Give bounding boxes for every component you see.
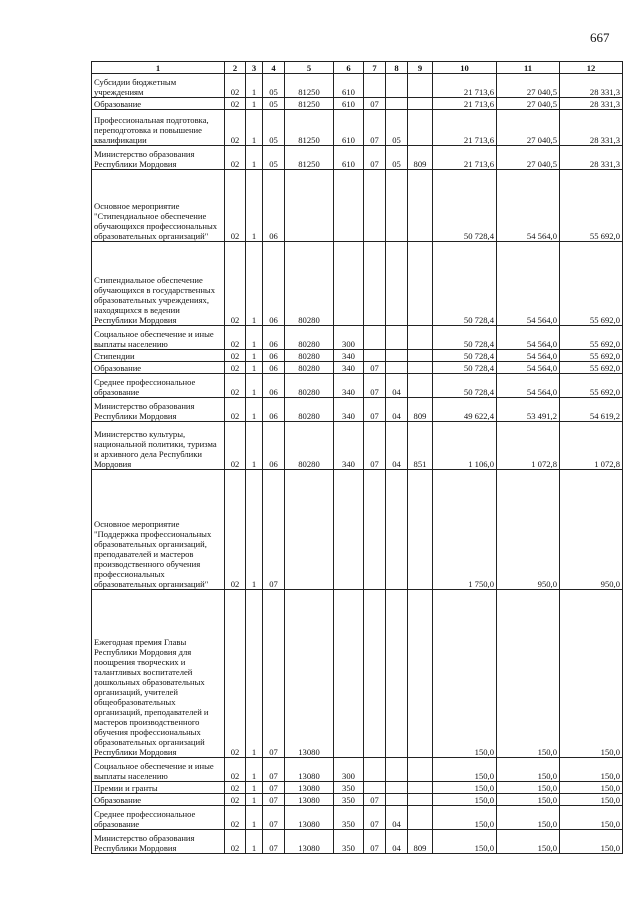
amount-cell: 50 728,4 xyxy=(433,350,497,362)
row-name-cell: Министерство культуры, национальной политики, туризма и архивного дела Республики Мордовия xyxy=(92,422,225,470)
amount-cell: 54 564,0 xyxy=(497,170,560,242)
code-cell xyxy=(386,242,408,326)
amount-cell: 50 728,4 xyxy=(433,326,497,350)
code-cell: 02 xyxy=(225,782,246,794)
code-cell: 1 xyxy=(246,590,263,758)
code-cell: 610 xyxy=(334,74,364,98)
code-cell xyxy=(408,98,433,110)
table-row xyxy=(92,398,623,422)
code-cell: 81250 xyxy=(285,74,334,98)
code-cell: 07 xyxy=(263,794,285,806)
amount-cell: 1 072,8 xyxy=(497,422,560,470)
code-cell: 06 xyxy=(263,326,285,350)
code-cell xyxy=(386,794,408,806)
budget-table xyxy=(91,61,623,854)
row-name-cell: Среднее профессиональное образование xyxy=(92,374,225,398)
code-cell: 07 xyxy=(364,398,386,422)
column-header: 4 xyxy=(263,62,285,74)
code-cell: 300 xyxy=(334,758,364,782)
code-cell: 1 xyxy=(246,830,263,854)
table-body xyxy=(92,62,623,854)
amount-cell: 27 040,5 xyxy=(497,110,560,146)
amount-cell: 28 331,3 xyxy=(560,146,623,170)
table-row xyxy=(92,758,623,782)
code-cell: 06 xyxy=(263,422,285,470)
column-header: 11 xyxy=(497,62,560,74)
code-cell: 02 xyxy=(225,350,246,362)
code-cell: 809 xyxy=(408,830,433,854)
code-cell xyxy=(386,74,408,98)
code-cell: 851 xyxy=(408,422,433,470)
code-cell: 04 xyxy=(386,830,408,854)
row-name-cell: Стипендии xyxy=(92,350,225,362)
amount-cell: 50 728,4 xyxy=(433,170,497,242)
amount-cell: 150,0 xyxy=(433,590,497,758)
table-row xyxy=(92,110,623,146)
code-cell: 02 xyxy=(225,806,246,830)
code-cell: 1 xyxy=(246,74,263,98)
code-cell: 05 xyxy=(386,146,408,170)
amount-cell: 150,0 xyxy=(560,590,623,758)
table-row xyxy=(92,146,623,170)
table-row xyxy=(92,170,623,242)
code-cell: 02 xyxy=(225,470,246,590)
table-row xyxy=(92,350,623,362)
code-cell: 06 xyxy=(263,170,285,242)
table-row xyxy=(92,422,623,470)
code-cell xyxy=(364,74,386,98)
code-cell: 04 xyxy=(386,398,408,422)
code-cell xyxy=(334,590,364,758)
amount-cell: 150,0 xyxy=(560,758,623,782)
code-cell: 1 xyxy=(246,110,263,146)
amount-cell: 1 106,0 xyxy=(433,422,497,470)
column-header: 8 xyxy=(386,62,408,74)
row-name-cell: Среднее профессиональное образование xyxy=(92,806,225,830)
code-cell: 80280 xyxy=(285,422,334,470)
code-cell: 02 xyxy=(225,74,246,98)
amount-cell: 150,0 xyxy=(433,830,497,854)
amount-cell: 54 619,2 xyxy=(560,398,623,422)
code-cell xyxy=(364,242,386,326)
amount-cell: 55 692,0 xyxy=(560,374,623,398)
code-cell: 04 xyxy=(386,422,408,470)
code-cell: 350 xyxy=(334,830,364,854)
code-cell xyxy=(386,362,408,374)
row-name-cell: Образование xyxy=(92,362,225,374)
amount-cell: 55 692,0 xyxy=(560,242,623,326)
column-header: 3 xyxy=(246,62,263,74)
code-cell xyxy=(408,326,433,350)
row-name-cell: Министерство образования Республики Мордовия xyxy=(92,398,225,422)
code-cell: 1 xyxy=(246,758,263,782)
amount-cell: 150,0 xyxy=(497,590,560,758)
code-cell: 02 xyxy=(225,98,246,110)
table-row xyxy=(92,326,623,350)
code-cell: 81250 xyxy=(285,110,334,146)
amount-cell: 150,0 xyxy=(497,794,560,806)
amount-cell: 150,0 xyxy=(497,758,560,782)
code-cell xyxy=(408,242,433,326)
code-cell: 80280 xyxy=(285,350,334,362)
amount-cell: 150,0 xyxy=(497,782,560,794)
column-header: 6 xyxy=(334,62,364,74)
code-cell xyxy=(408,794,433,806)
amount-cell: 21 713,6 xyxy=(433,74,497,98)
code-cell: 1 xyxy=(246,422,263,470)
table-row xyxy=(92,590,623,758)
code-cell: 05 xyxy=(263,98,285,110)
code-cell xyxy=(408,350,433,362)
code-cell: 02 xyxy=(225,362,246,374)
code-cell xyxy=(334,470,364,590)
amount-cell: 55 692,0 xyxy=(560,326,623,350)
row-name-cell: Премии и гранты xyxy=(92,782,225,794)
code-cell: 809 xyxy=(408,398,433,422)
amount-cell: 54 564,0 xyxy=(497,242,560,326)
code-cell: 02 xyxy=(225,242,246,326)
code-cell: 07 xyxy=(364,794,386,806)
code-cell: 02 xyxy=(225,146,246,170)
code-cell xyxy=(386,590,408,758)
code-cell xyxy=(334,242,364,326)
code-cell: 06 xyxy=(263,362,285,374)
code-cell xyxy=(386,782,408,794)
code-cell xyxy=(364,782,386,794)
amount-cell: 950,0 xyxy=(560,470,623,590)
amount-cell: 150,0 xyxy=(560,806,623,830)
code-cell: 1 xyxy=(246,326,263,350)
column-header: 5 xyxy=(285,62,334,74)
code-cell: 02 xyxy=(225,830,246,854)
code-cell: 13080 xyxy=(285,830,334,854)
amount-cell: 54 564,0 xyxy=(497,350,560,362)
row-name-cell: Министерство образования Республики Мордовия xyxy=(92,146,225,170)
code-cell xyxy=(364,758,386,782)
amount-cell: 150,0 xyxy=(560,794,623,806)
amount-cell: 50 728,4 xyxy=(433,374,497,398)
code-cell: 02 xyxy=(225,422,246,470)
table-row xyxy=(92,374,623,398)
code-cell: 80280 xyxy=(285,326,334,350)
code-cell: 81250 xyxy=(285,146,334,170)
table-row xyxy=(92,98,623,110)
code-cell: 80280 xyxy=(285,362,334,374)
column-header: 7 xyxy=(364,62,386,74)
code-cell xyxy=(386,326,408,350)
code-cell: 1 xyxy=(246,806,263,830)
code-cell: 1 xyxy=(246,170,263,242)
column-header: 9 xyxy=(408,62,433,74)
code-cell: 13080 xyxy=(285,782,334,794)
code-cell xyxy=(364,326,386,350)
code-cell: 06 xyxy=(263,374,285,398)
code-cell: 81250 xyxy=(285,98,334,110)
code-cell xyxy=(408,110,433,146)
page-number: 667 xyxy=(590,30,610,45)
code-cell: 1 xyxy=(246,98,263,110)
table-row xyxy=(92,362,623,374)
code-cell: 1 xyxy=(246,146,263,170)
code-cell: 13080 xyxy=(285,806,334,830)
code-cell xyxy=(408,362,433,374)
code-cell: 13080 xyxy=(285,794,334,806)
code-cell xyxy=(408,758,433,782)
code-cell xyxy=(386,758,408,782)
amount-cell: 1 750,0 xyxy=(433,470,497,590)
amount-cell: 27 040,5 xyxy=(497,98,560,110)
code-cell: 80280 xyxy=(285,398,334,422)
code-cell xyxy=(386,170,408,242)
code-cell: 05 xyxy=(386,110,408,146)
code-cell: 05 xyxy=(263,146,285,170)
code-cell: 340 xyxy=(334,374,364,398)
code-cell: 300 xyxy=(334,326,364,350)
code-cell xyxy=(408,170,433,242)
code-cell: 07 xyxy=(364,806,386,830)
amount-cell: 27 040,5 xyxy=(497,74,560,98)
code-cell: 07 xyxy=(364,146,386,170)
amount-cell: 150,0 xyxy=(433,806,497,830)
code-cell xyxy=(386,350,408,362)
code-cell xyxy=(285,170,334,242)
table-header-row xyxy=(92,62,623,74)
amount-cell: 27 040,5 xyxy=(497,146,560,170)
code-cell: 07 xyxy=(364,374,386,398)
column-header: 12 xyxy=(560,62,623,74)
row-name-cell: Образование xyxy=(92,794,225,806)
amount-cell: 21 713,6 xyxy=(433,146,497,170)
code-cell: 809 xyxy=(408,146,433,170)
amount-cell: 50 728,4 xyxy=(433,362,497,374)
row-name-cell: Социальное обеспечение и иные выплаты населению xyxy=(92,758,225,782)
row-name-cell: Министерство образования Республики Мордовия xyxy=(92,830,225,854)
amount-cell: 55 692,0 xyxy=(560,350,623,362)
amount-cell: 28 331,3 xyxy=(560,98,623,110)
code-cell: 06 xyxy=(263,398,285,422)
amount-cell: 150,0 xyxy=(560,782,623,794)
amount-cell: 150,0 xyxy=(560,830,623,854)
column-header: 2 xyxy=(225,62,246,74)
row-name-cell: Субсидии бюджетным учреждениям xyxy=(92,74,225,98)
code-cell: 07 xyxy=(263,782,285,794)
code-cell xyxy=(408,590,433,758)
code-cell: 07 xyxy=(263,806,285,830)
code-cell: 340 xyxy=(334,398,364,422)
code-cell: 04 xyxy=(386,374,408,398)
row-name-cell: Ежегодная премия Главы Республики Мордовия для поощрения творческих и талантливых воспитателей дошкольных образовательных организаций, учителей общеобразовательных организаций, преподавателей и мастеров производственного обучения профессиональных образовательных организаций Республики Мордовия xyxy=(92,590,225,758)
code-cell: 02 xyxy=(225,794,246,806)
code-cell xyxy=(364,590,386,758)
table-row xyxy=(92,830,623,854)
code-cell: 1 xyxy=(246,782,263,794)
code-cell: 1 xyxy=(246,794,263,806)
amount-cell: 1 072,8 xyxy=(560,422,623,470)
code-cell: 02 xyxy=(225,590,246,758)
code-cell xyxy=(386,98,408,110)
column-header: 10 xyxy=(433,62,497,74)
amount-cell: 28 331,3 xyxy=(560,74,623,98)
code-cell: 07 xyxy=(263,590,285,758)
amount-cell: 21 713,6 xyxy=(433,98,497,110)
amount-cell: 150,0 xyxy=(497,830,560,854)
amount-cell: 21 713,6 xyxy=(433,110,497,146)
code-cell: 07 xyxy=(364,362,386,374)
code-cell: 1 xyxy=(246,398,263,422)
code-cell xyxy=(364,170,386,242)
code-cell: 13080 xyxy=(285,590,334,758)
code-cell xyxy=(408,806,433,830)
code-cell: 1 xyxy=(246,242,263,326)
amount-cell: 55 692,0 xyxy=(560,362,623,374)
amount-cell: 950,0 xyxy=(497,470,560,590)
code-cell: 02 xyxy=(225,326,246,350)
code-cell: 07 xyxy=(263,470,285,590)
code-cell: 07 xyxy=(364,830,386,854)
amount-cell: 54 564,0 xyxy=(497,362,560,374)
code-cell: 1 xyxy=(246,362,263,374)
code-cell: 340 xyxy=(334,362,364,374)
code-cell: 02 xyxy=(225,398,246,422)
code-cell: 1 xyxy=(246,470,263,590)
code-cell xyxy=(364,350,386,362)
code-cell: 06 xyxy=(263,350,285,362)
amount-cell: 150,0 xyxy=(433,794,497,806)
amount-cell: 49 622,4 xyxy=(433,398,497,422)
code-cell: 07 xyxy=(364,98,386,110)
code-cell: 80280 xyxy=(285,374,334,398)
code-cell: 1 xyxy=(246,350,263,362)
code-cell: 07 xyxy=(364,110,386,146)
table-row xyxy=(92,74,623,98)
code-cell: 340 xyxy=(334,422,364,470)
row-name-cell: Профессиональная подготовка, переподготовка и повышение квалификации xyxy=(92,110,225,146)
table-row xyxy=(92,806,623,830)
code-cell: 02 xyxy=(225,758,246,782)
amount-cell: 150,0 xyxy=(497,806,560,830)
code-cell: 02 xyxy=(225,110,246,146)
code-cell: 02 xyxy=(225,170,246,242)
code-cell xyxy=(364,470,386,590)
code-cell: 07 xyxy=(263,758,285,782)
code-cell xyxy=(285,470,334,590)
code-cell: 04 xyxy=(386,806,408,830)
amount-cell: 53 491,2 xyxy=(497,398,560,422)
amount-cell: 54 564,0 xyxy=(497,374,560,398)
code-cell: 07 xyxy=(263,830,285,854)
code-cell: 610 xyxy=(334,110,364,146)
row-name-cell: Основное мероприятие "Стипендиальное обеспечение обучающихся профессиональных образовательных организаций" xyxy=(92,170,225,242)
row-name-cell: Образование xyxy=(92,98,225,110)
code-cell: 610 xyxy=(334,98,364,110)
amount-cell: 54 564,0 xyxy=(497,326,560,350)
code-cell: 07 xyxy=(364,422,386,470)
code-cell: 350 xyxy=(334,794,364,806)
row-name-cell: Стипендиальное обеспечение обучающихся в государственных образовательных учреждениях, находящихся в ведении Республики Мордовия xyxy=(92,242,225,326)
code-cell xyxy=(334,170,364,242)
code-cell: 13080 xyxy=(285,758,334,782)
amount-cell: 55 692,0 xyxy=(560,170,623,242)
code-cell xyxy=(408,782,433,794)
code-cell xyxy=(408,374,433,398)
code-cell: 340 xyxy=(334,350,364,362)
amount-cell: 150,0 xyxy=(433,758,497,782)
amount-cell: 50 728,4 xyxy=(433,242,497,326)
table-row xyxy=(92,470,623,590)
row-name-cell: Социальное обеспечение и иные выплаты населению xyxy=(92,326,225,350)
code-cell: 610 xyxy=(334,146,364,170)
code-cell: 350 xyxy=(334,782,364,794)
code-cell: 05 xyxy=(263,110,285,146)
code-cell xyxy=(386,470,408,590)
code-cell xyxy=(408,74,433,98)
table-row xyxy=(92,242,623,326)
amount-cell: 28 331,3 xyxy=(560,110,623,146)
code-cell: 350 xyxy=(334,806,364,830)
row-name-cell: Основное мероприятие "Поддержка профессиональных образовательных организаций, преподавателей и мастеров производственного обучения профессиональных образовательных организаций" xyxy=(92,470,225,590)
amount-cell: 150,0 xyxy=(433,782,497,794)
code-cell: 05 xyxy=(263,74,285,98)
code-cell: 80280 xyxy=(285,242,334,326)
column-header: 1 xyxy=(92,62,225,74)
table-row xyxy=(92,782,623,794)
code-cell: 1 xyxy=(246,374,263,398)
code-cell: 06 xyxy=(263,242,285,326)
table-row xyxy=(92,794,623,806)
code-cell: 02 xyxy=(225,374,246,398)
code-cell xyxy=(408,470,433,590)
